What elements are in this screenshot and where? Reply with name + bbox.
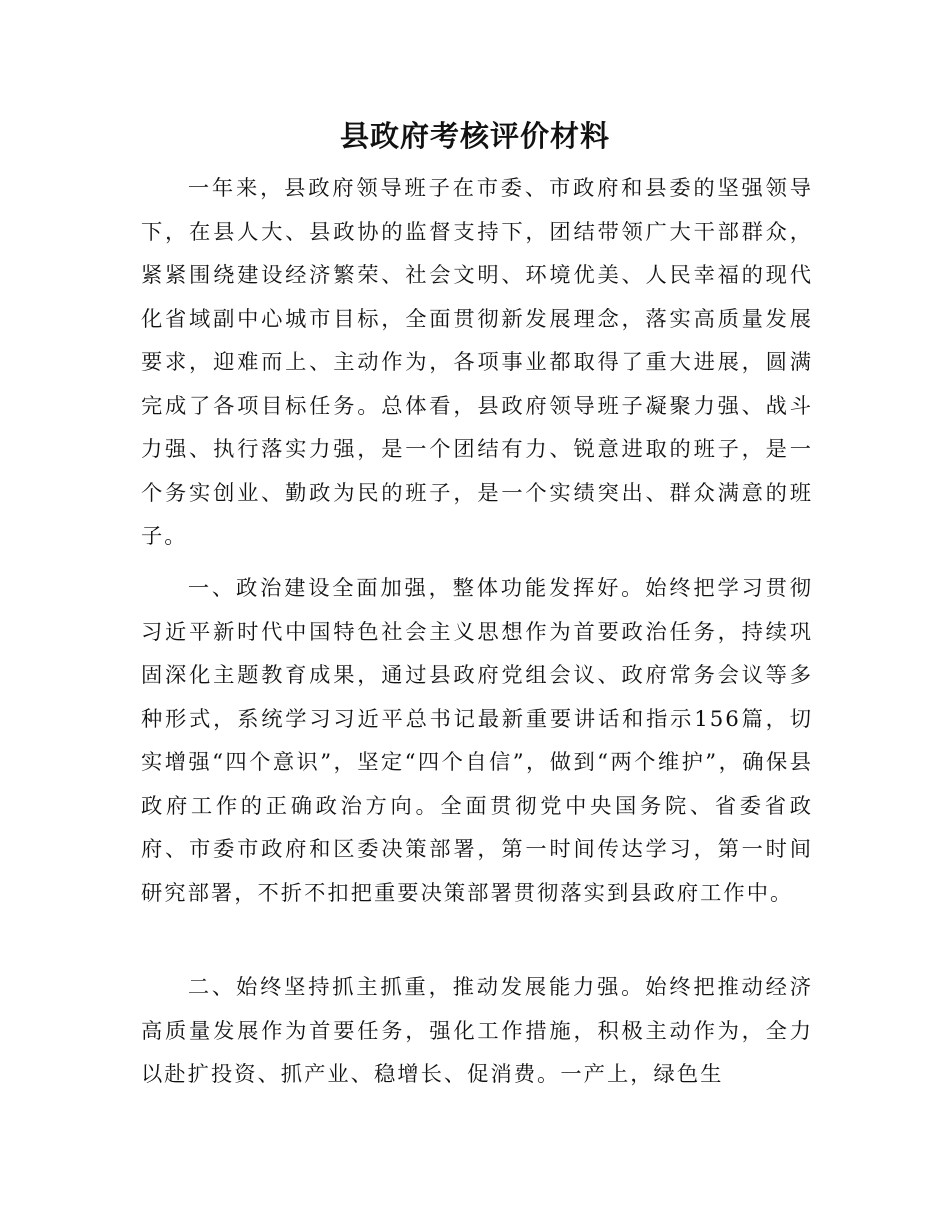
paragraph-intro: 一年来，县政府领导班子在市委、市政府和县委的坚强领导下，在县人大、县政协的监督支持下，团结带领广大干部群众，紧紧围绕建设经济繁荣、社会文明、环境优美、人民幸福的现代化省域副中心城市目标，全面贯彻新发展理念，落实高质量发展要求，迎难而上、主动作为，各项事业都取得了重大进展，圆满完成了各项目标任务。总体看，县政府领导班子凝聚力强、战斗力强、执行落实力强，是一个团结有力、锐意进取的班子，是一个务实创业、勤政为民的班子，是一个实绩突出、群众满意的班子。 xyxy=(141,176,813,549)
paragraph-development: 二、始终坚持抓主抓重，推动发展能力强。始终把推动经济高质量发展作为首要任务，强化工作措施，积极主动作为，全力以赴扩投资、抓产业、稳增长、促消费。一产上，绿色生 xyxy=(141,975,813,1087)
document-title: 县政府考核评价材料 xyxy=(339,119,610,153)
paragraph-political-building: 一、政治建设全面加强，整体功能发挥好。始终把学习贯彻习近平新时代中国特色社会主义思想作为首要政治任务，持续巩固深化主题教育成果，通过县政府党组会议、政府常务会议等多种形式，系统学习习近平总书记最新重要讲话和指示156篇，切实增强“四个意识”，坚定“四个自信”，做到“两个维护”，确保县政府工作的正确政治方向。全面贯彻党中央国务院、省委省政府、市委市政府和区委决策部署，第一时间传达学习，第一时间研究部署，不折不扣把重要决策部署贯彻落实到县政府工作中。 xyxy=(141,576,813,906)
